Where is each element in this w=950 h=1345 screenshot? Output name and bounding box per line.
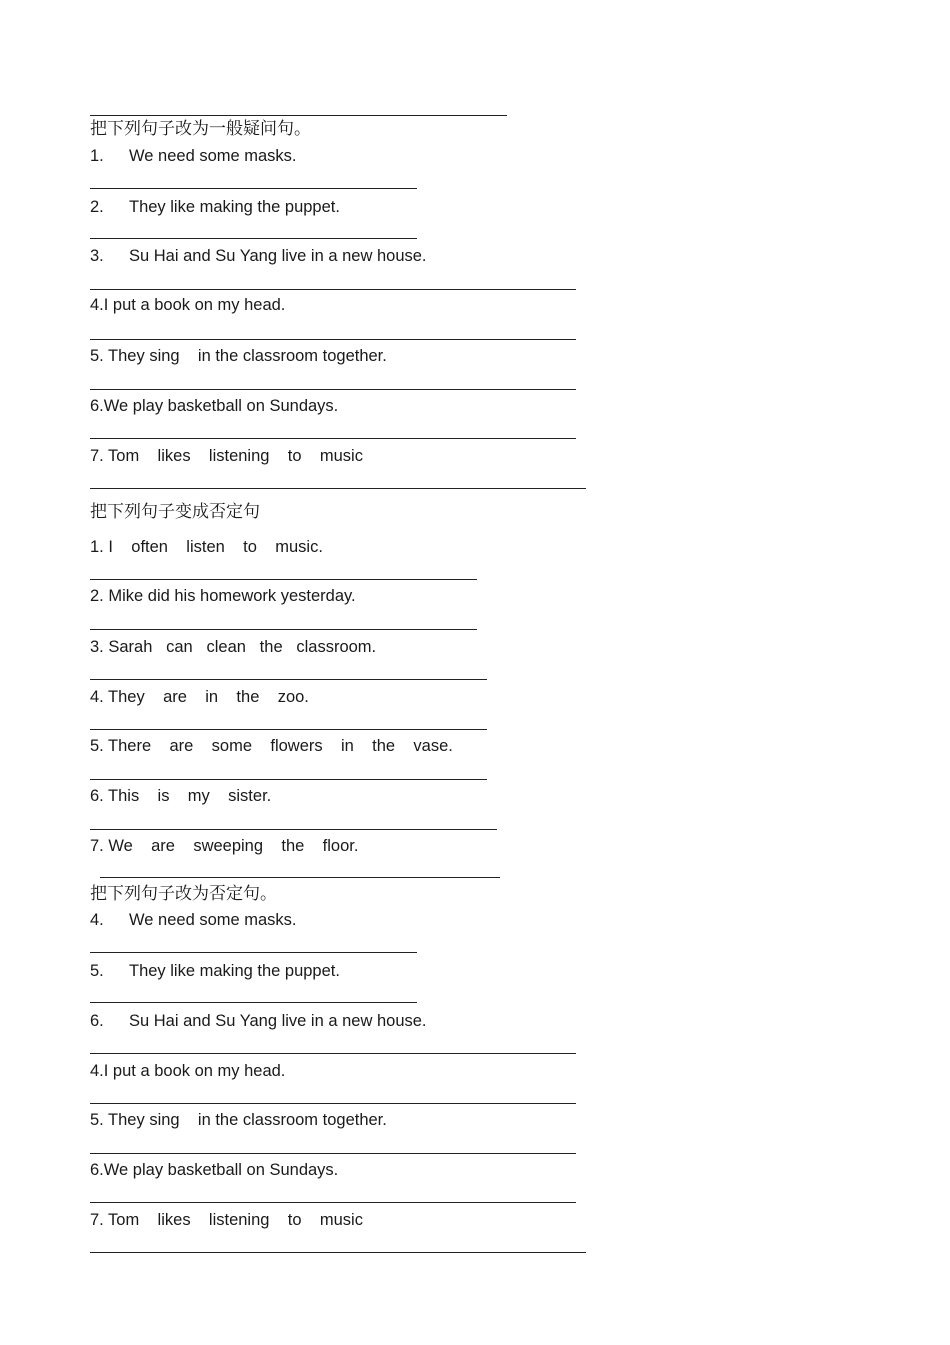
answer-line — [90, 438, 576, 439]
answer-line — [90, 1202, 576, 1203]
answer-line — [90, 1053, 576, 1054]
s1-item-1-text: We need some masks. — [129, 147, 297, 165]
answer-line — [90, 829, 497, 830]
s2-item-5-text: 5. There are some flowers in the vase. — [90, 737, 453, 755]
answer-line — [90, 238, 417, 239]
s3-item-4-text: 4.I put a book on my head. — [90, 1062, 286, 1080]
answer-line — [90, 1252, 586, 1253]
answer-line — [90, 339, 576, 340]
answer-line — [90, 389, 576, 390]
s3-item-3-num: 6. — [90, 1012, 104, 1030]
section-1-heading: 把下列句子改为一般疑问句。 — [90, 119, 311, 139]
s2-item-1-text: 1. I often listen to music. — [90, 538, 323, 556]
answer-line-top — [90, 115, 507, 116]
answer-line — [100, 877, 500, 878]
s2-item-6-text: 6. This is my sister. — [90, 787, 272, 805]
s2-item-3-text: 3. Sarah can clean the classroom. — [90, 638, 377, 656]
s2-item-4-text: 4. They are in the zoo. — [90, 688, 309, 706]
answer-line — [90, 289, 576, 290]
section-3-heading: 把下列句子改为否定句。 — [90, 884, 277, 904]
s3-item-3-text: Su Hai and Su Yang live in a new house. — [129, 1012, 427, 1030]
s2-item-2-text: 2. Mike did his homework yesterday. — [90, 587, 356, 605]
s1-item-2-num: 2. — [90, 198, 104, 216]
s1-item-2-text: They like making the puppet. — [129, 198, 340, 216]
s3-item-2-text: They like making the puppet. — [129, 962, 340, 980]
s3-item-2-num: 5. — [90, 962, 104, 980]
s3-item-6-text: 6.We play basketball on Sundays. — [90, 1161, 339, 1179]
answer-line — [90, 188, 417, 189]
s1-item-1-num: 1. — [90, 147, 104, 165]
answer-line — [90, 779, 487, 780]
s1-item-7-text: 7. Tom likes listening to music — [90, 447, 363, 465]
answer-line — [90, 629, 477, 630]
s3-item-1-text: We need some masks. — [129, 911, 297, 929]
answer-line — [90, 1153, 576, 1154]
s1-item-6-text: 6.We play basketball on Sundays. — [90, 397, 339, 415]
answer-line — [90, 579, 477, 580]
answer-line — [90, 729, 487, 730]
s3-item-5-text: 5. They sing in the classroom together. — [90, 1111, 387, 1129]
answer-line — [90, 952, 417, 953]
s3-item-7-text: 7. Tom likes listening to music — [90, 1211, 363, 1229]
s1-item-3-text: Su Hai and Su Yang live in a new house. — [129, 247, 427, 265]
s1-item-3-num: 3. — [90, 247, 104, 265]
s3-item-1-num: 4. — [90, 911, 104, 929]
answer-line — [90, 679, 487, 680]
s1-item-4-text: 4.I put a book on my head. — [90, 296, 286, 314]
s1-item-5-text: 5. They sing in the classroom together. — [90, 347, 387, 365]
section-2-heading: 把下列句子变成否定句 — [90, 502, 260, 522]
answer-line — [90, 1103, 576, 1104]
answer-line — [90, 488, 586, 489]
s2-item-7-text: 7. We are sweeping the floor. — [90, 837, 359, 855]
answer-line — [90, 1002, 417, 1003]
